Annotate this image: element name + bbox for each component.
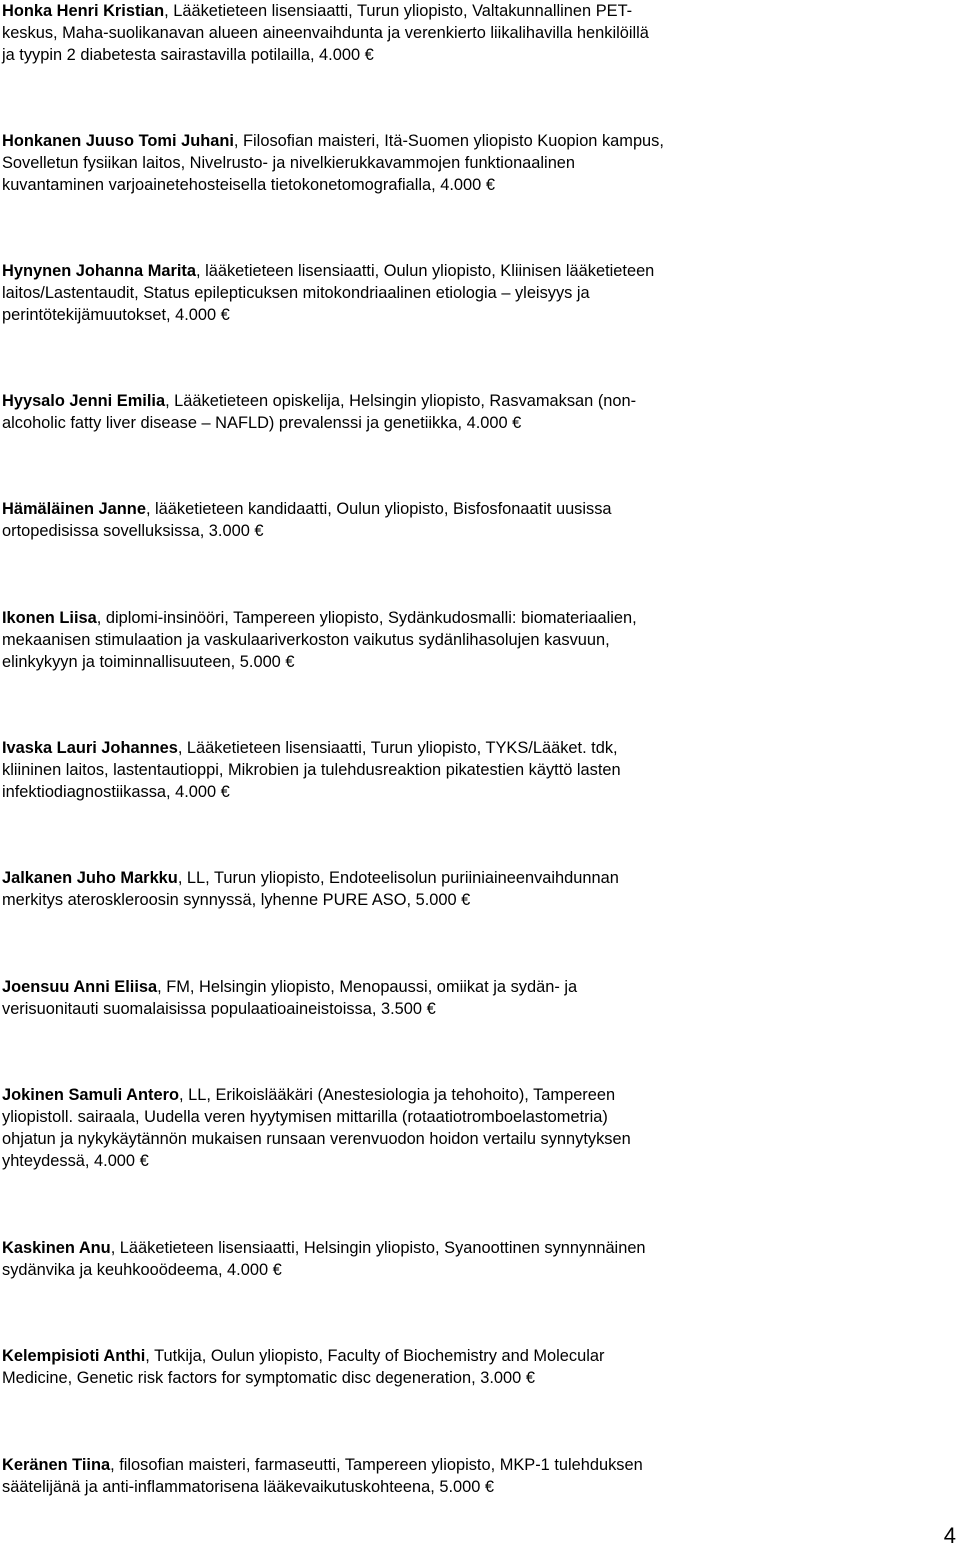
entry-line: [2, 1237, 952, 1259]
entry-line: alcoholic fatty liver disease – NAFLD) prevalenssi ja genetiikka, 4.000 €: [2, 414, 522, 432]
entry-line: Sovelletun fysiikan laitos, Nivelrusto- ja nivelkierukkavammojen funktionaalinen: [2, 154, 576, 172]
entry-line: elinkykyyn ja toiminnallisuuteen, 5.000 €: [2, 653, 295, 671]
entry-line: [2, 130, 952, 152]
recipient-entry: [2, 130, 952, 196]
recipient-name: Ikonen Liisa: [2, 609, 97, 627]
entry-detail: , Lääketieteen lisensiaatti, Turun yliopisto, TYKS/Lääket. tdk,: [177, 739, 618, 757]
recipient-name: Jokinen Samuli Antero: [2, 1086, 179, 1104]
entry-line: [2, 607, 952, 629]
entry-line: [2, 260, 952, 282]
entry-detail: , filosofian maisteri, farmaseutti, Tampereen yliopisto, MKP-1 tulehduksen: [110, 1456, 643, 1474]
entry-line: [2, 1345, 952, 1367]
entry-detail: , Filosofian maisteri, Itä-Suomen yliopisto Kuopion kampus,: [233, 132, 664, 150]
recipient-entry: [2, 498, 952, 542]
entry-line: keskus, Maha-suolikanavan alueen aineenvaihdunta ja verenkierto liikalihavilla henkilöillä: [2, 24, 649, 42]
entry-line: yliopistoll. sairaala, Uudella veren hyytymisen mittarilla (rotaatiotromboelastometria): [2, 1108, 608, 1126]
recipient-name: Hynynen Johanna Marita: [2, 262, 196, 280]
entry-detail: , diplomi-insinööri, Tampereen yliopisto, Sydänkudosmalli: biomateriaalien,: [96, 609, 637, 627]
recipient-entry: [2, 737, 952, 803]
recipient-entry: [2, 1345, 952, 1389]
entry-line: ja tyypin 2 diabetesta sairastavilla potilailla, 4.000 €: [2, 46, 374, 64]
entry-line: [2, 498, 952, 520]
entry-line: [2, 1454, 952, 1476]
recipient-entry: [2, 1454, 952, 1498]
entry-line: kliininen laitos, lastentautioppi, Mikrobien ja tulehdusreaktion pikatestien käyttö lasten: [2, 761, 621, 779]
entry-detail: , Lääketieteen opiskelija, Helsingin yliopisto, Rasvamaksan (non-: [165, 392, 637, 410]
entry-line: ohjatun ja nykykäytännön mukaisen runsaan verenvuodon hoidon vertailu synnytyksen: [2, 1130, 631, 1148]
recipient-name: Jalkanen Juho Markku: [2, 869, 178, 887]
entry-line: kuvantaminen varjoainetehosteisella tietokonetomografialla, 4.000 €: [2, 176, 495, 194]
entry-line: mekaanisen stimulaation ja vaskulaariverkoston vaikutus sydänlihasolujen kasvuun,: [2, 631, 610, 649]
recipient-entry: [2, 607, 952, 673]
recipient-entry: [2, 1084, 952, 1172]
entry-detail: , FM, Helsingin yliopisto, Menopaussi, omiikat ja sydän- ja: [157, 978, 578, 996]
entry-detail: , Lääketieteen lisensiaatti, Turun yliopisto, Valtakunnallinen PET-: [164, 2, 633, 20]
entry-detail: , LL, Turun yliopisto, Endoteelisolun puriiniaineenvaihdunnan: [177, 869, 619, 887]
recipient-name: Honka Henri Kristian: [2, 2, 165, 20]
recipient-name: Kelempisioti Anthi: [2, 1347, 146, 1365]
recipient-name: Honkanen Juuso Tomi Juhani: [2, 132, 234, 150]
entry-detail: , Tutkija, Oulun yliopisto, Faculty of Biochemistry and Molecular: [145, 1347, 605, 1365]
entry-line: [2, 867, 952, 889]
recipient-name: Ivaska Lauri Johannes: [2, 739, 178, 757]
entry-line: merkitys ateroskleroosin synnyssä, lyhenne PURE ASO, 5.000 €: [2, 891, 471, 909]
page-number: 4: [943, 1523, 956, 1548]
entry-line: Medicine, Genetic risk factors for symptomatic disc degeneration, 3.000 €: [2, 1369, 535, 1387]
entry-line: yhteydessä, 4.000 €: [2, 1152, 149, 1170]
recipient-name: Kaskinen Anu: [2, 1239, 111, 1257]
entry-line: [2, 390, 952, 412]
entry-line: [2, 1084, 952, 1106]
entry-detail: , LL, Erikoislääkäri (Anestesiologia ja tehohoito), Tampereen: [179, 1086, 616, 1104]
entry-line: säätelijänä ja anti-inflammatorisena lääkevaikutuskohteena, 5.000 €: [2, 1478, 495, 1496]
entry-line: [2, 0, 952, 22]
recipient-name: Hämäläinen Janne: [2, 500, 146, 518]
recipient-entry: [2, 390, 952, 434]
entry-line: verisuonitauti suomalaisissa populaatioaineistoissa, 3.500 €: [2, 1000, 436, 1018]
recipient-name: Hyysalo Jenni Emilia: [2, 392, 166, 410]
recipient-entry: [2, 0, 952, 66]
entry-line: sydänvika ja keuhkooödeema, 4.000 €: [2, 1261, 282, 1279]
recipient-entry: [2, 867, 952, 911]
entry-line: perintötekijämuutokset, 4.000 €: [2, 306, 230, 324]
recipient-entry: [2, 976, 952, 1020]
entry-detail: , lääketieteen lisensiaatti, Oulun yliopisto, Kliinisen lääketieteen: [196, 262, 655, 280]
entry-line: [2, 976, 952, 998]
entry-line: infektiodiagnostiikassa, 4.000 €: [2, 783, 230, 801]
entry-line: [2, 737, 952, 759]
entry-detail: , Lääketieteen lisensiaatti, Helsingin yliopisto, Syanoottinen synnynnäinen: [110, 1239, 646, 1257]
recipient-name: Joensuu Anni Eliisa: [2, 978, 158, 996]
entry-detail: , lääketieteen kandidaatti, Oulun yliopisto, Bisfosfonaatit uusissa: [145, 500, 612, 518]
recipient-entry: [2, 260, 952, 326]
recipient-name: Keränen Tiina: [2, 1456, 111, 1474]
entry-line: ortopedisissa sovelluksissa, 3.000 €: [2, 522, 264, 540]
entry-line: laitos/Lastentaudit, Status epilepticuksen mitokondriaalinen etiologia – yleisyys ja: [2, 284, 590, 302]
recipient-entry: [2, 1237, 952, 1281]
